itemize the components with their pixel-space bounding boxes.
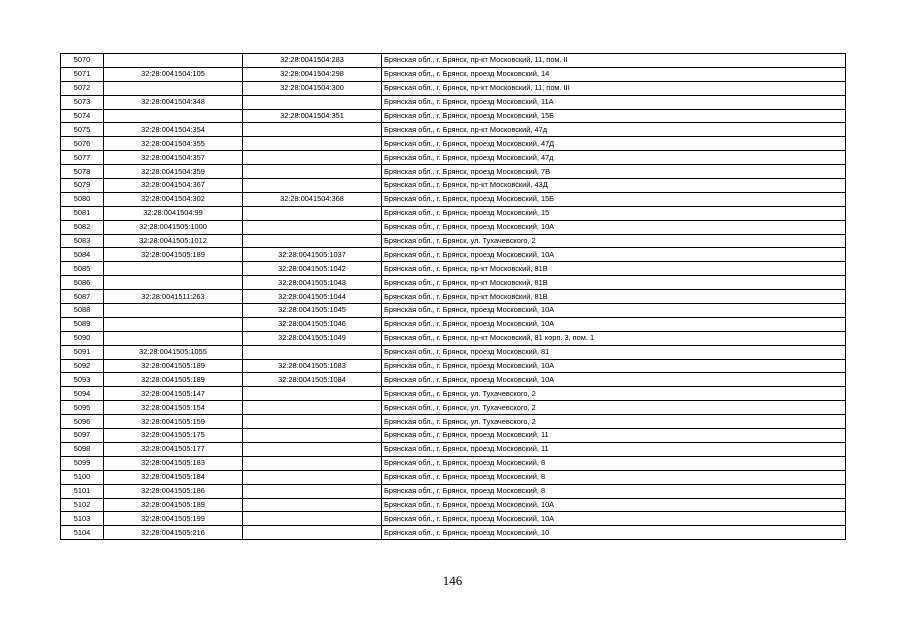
row-number-cell: 5091: [61, 345, 104, 359]
cadastral-number-cell: 32:28:0041504:99: [104, 206, 243, 220]
cadastral-number-cell: [104, 109, 243, 123]
cadastral-number-secondary-cell: [243, 123, 382, 137]
address-cell: Брянская обл., г. Брянск, проезд Московский, 10А: [382, 359, 846, 373]
cadastral-number-secondary-cell: [243, 470, 382, 484]
table-row: [61, 317, 846, 331]
cadastral-number-cell: 32:28:0041505:199: [104, 512, 243, 526]
address-cell: Брянская обл., г. Брянск, ул. Тухачевского, 2: [382, 415, 846, 429]
registry-table: [60, 53, 846, 540]
row-number-cell: 5084: [61, 248, 104, 262]
cadastral-number-secondary-cell: 32:28:0041504:283: [243, 54, 382, 68]
cadastral-number-cell: [104, 262, 243, 276]
cadastral-number-cell: 32:28:0041504:105: [104, 67, 243, 81]
cadastral-number-secondary-cell: [243, 220, 382, 234]
cadastral-number-cell: 32:28:0041504:357: [104, 151, 243, 165]
cadastral-number-secondary-cell: [243, 179, 382, 193]
row-number-cell: 5103: [61, 512, 104, 526]
row-number-cell: 5088: [61, 304, 104, 318]
address-cell: Брянская обл., г. Брянск, проезд Московский, 8: [382, 456, 846, 470]
table-row: [61, 304, 846, 318]
cadastral-number-secondary-cell: [243, 429, 382, 443]
cadastral-number-cell: [104, 304, 243, 318]
table-row: [61, 498, 846, 512]
cadastral-number-cell: [104, 331, 243, 345]
cadastral-number-cell: 32:28:0041504:355: [104, 137, 243, 151]
cadastral-number-cell: [104, 54, 243, 68]
cadastral-number-cell: 32:28:0041505:177: [104, 442, 243, 456]
row-number-cell: 5095: [61, 401, 104, 415]
table-row: [61, 95, 846, 109]
cadastral-number-secondary-cell: [243, 456, 382, 470]
cadastral-number-secondary-cell: [243, 206, 382, 220]
table-row: [61, 54, 846, 68]
cadastral-number-secondary-cell: [243, 137, 382, 151]
address-cell: Брянская обл., г. Брянск, проезд Московский, 15: [382, 206, 846, 220]
address-cell: Брянская обл., г. Брянск, проезд Московский, 11А: [382, 95, 846, 109]
row-number-cell: 5081: [61, 206, 104, 220]
table-row: [61, 137, 846, 151]
address-cell: Брянская обл., г. Брянск, проезд Московский, 81: [382, 345, 846, 359]
row-number-cell: 5089: [61, 317, 104, 331]
row-number-cell: 5104: [61, 526, 104, 540]
table-row: [61, 192, 846, 206]
address-cell: Брянская обл., г. Брянск, проезд Московский, 7В: [382, 165, 846, 179]
table-row: [61, 67, 846, 81]
cadastral-number-cell: 32:28:0041505:189: [104, 373, 243, 387]
row-number-cell: 5098: [61, 442, 104, 456]
row-number-cell: 5085: [61, 262, 104, 276]
cadastral-number-cell: 32:28:0041504:302: [104, 192, 243, 206]
cadastral-number-secondary-cell: 32:28:0041505:1046: [243, 317, 382, 331]
cadastral-number-secondary-cell: [243, 526, 382, 540]
address-cell: Брянская обл., г. Брянск, пр-кт Московский, 43Д: [382, 179, 846, 193]
row-number-cell: 5101: [61, 484, 104, 498]
address-cell: Брянская обл., г. Брянск, пр-кт Московский, 81В: [382, 262, 846, 276]
cadastral-number-secondary-cell: [243, 387, 382, 401]
row-number-cell: 5075: [61, 123, 104, 137]
address-cell: Брянская обл., г. Брянск, проезд Московский, 10А: [382, 498, 846, 512]
address-cell: Брянская обл., г. Брянск, проезд Московский, 10А: [382, 317, 846, 331]
table-row: [61, 81, 846, 95]
address-cell: Брянская обл., г. Брянск, проезд Московский, 47д: [382, 151, 846, 165]
table-row: [61, 345, 846, 359]
table-row: [61, 206, 846, 220]
row-number-cell: 5086: [61, 276, 104, 290]
row-number-cell: 5079: [61, 179, 104, 193]
cadastral-number-secondary-cell: [243, 401, 382, 415]
row-number-cell: 5083: [61, 234, 104, 248]
address-cell: Брянская обл., г. Брянск, проезд Московский, 11: [382, 442, 846, 456]
table-row: [61, 179, 846, 193]
row-number-cell: 5096: [61, 415, 104, 429]
row-number-cell: 5080: [61, 192, 104, 206]
cadastral-number-secondary-cell: 32:28:0041505:1045: [243, 304, 382, 318]
row-number-cell: 5072: [61, 81, 104, 95]
row-number-cell: 5097: [61, 429, 104, 443]
cadastral-number-secondary-cell: 32:28:0041504:351: [243, 109, 382, 123]
row-number-cell: 5082: [61, 220, 104, 234]
cadastral-number-secondary-cell: [243, 442, 382, 456]
table-row: [61, 442, 846, 456]
cadastral-number-cell: 32:28:0041504:348: [104, 95, 243, 109]
cadastral-number-cell: 32:28:0041505:183: [104, 456, 243, 470]
cadastral-number-cell: 32:28:0041505:175: [104, 429, 243, 443]
registry-table-body: [61, 54, 846, 540]
address-cell: Брянская обл., г. Брянск, проезд Московский, 15Б: [382, 192, 846, 206]
cadastral-number-secondary-cell: 32:28:0041505:1083: [243, 359, 382, 373]
table-row: [61, 359, 846, 373]
cadastral-number-secondary-cell: 32:28:0041505:1042: [243, 262, 382, 276]
cadastral-number-cell: 32:28:0041504:354: [104, 123, 243, 137]
address-cell: Брянская обл., г. Брянск, пр-кт Московский, 47д: [382, 123, 846, 137]
cadastral-number-cell: 32:28:0041505:1012: [104, 234, 243, 248]
address-cell: Брянская обл., г. Брянск, проезд Московский, 10А: [382, 373, 846, 387]
row-number-cell: 5100: [61, 470, 104, 484]
cadastral-number-secondary-cell: [243, 345, 382, 359]
cadastral-number-secondary-cell: [243, 498, 382, 512]
cadastral-number-cell: 32:28:0041504:359: [104, 165, 243, 179]
row-number-cell: 5099: [61, 456, 104, 470]
address-cell: Брянская обл., г. Брянск, проезд Московский, 8: [382, 484, 846, 498]
cadastral-number-secondary-cell: [243, 95, 382, 109]
table-row: [61, 429, 846, 443]
table-row: [61, 512, 846, 526]
cadastral-number-secondary-cell: 32:28:0041505:1049: [243, 331, 382, 345]
address-cell: Брянская обл., г. Брянск, проезд Московский, 10: [382, 526, 846, 540]
cadastral-number-cell: 32:28:0041505:147: [104, 387, 243, 401]
table-row: [61, 484, 846, 498]
cadastral-number-secondary-cell: [243, 151, 382, 165]
cadastral-number-secondary-cell: 32:28:0041505:1043: [243, 276, 382, 290]
cadastral-number-cell: 32:28:0041505:189: [104, 498, 243, 512]
table-row: [61, 276, 846, 290]
cadastral-number-secondary-cell: 32:28:0041505:1084: [243, 373, 382, 387]
table-row: [61, 220, 846, 234]
address-cell: Брянская обл., г. Брянск, проезд Московский, 47Д: [382, 137, 846, 151]
cadastral-number-cell: 32:28:0041505:189: [104, 248, 243, 262]
address-cell: Брянская обл., г. Брянск, ул. Тухачевского, 2: [382, 401, 846, 415]
cadastral-number-secondary-cell: 32:28:0041504:368: [243, 192, 382, 206]
cadastral-number-cell: [104, 317, 243, 331]
address-cell: Брянская обл., г. Брянск, проезд Московский, 10А: [382, 220, 846, 234]
address-cell: Брянская обл., г. Брянск, проезд Московский, 10А: [382, 304, 846, 318]
address-cell: Брянская обл., г. Брянск, проезд Московский, 15Б: [382, 109, 846, 123]
table-row: [61, 373, 846, 387]
row-number-cell: 5093: [61, 373, 104, 387]
table-row: [61, 331, 846, 345]
cadastral-number-secondary-cell: [243, 484, 382, 498]
address-cell: Брянская обл., г. Брянск, проезд Московский, 14: [382, 67, 846, 81]
page-number: 146: [442, 573, 463, 588]
cadastral-number-secondary-cell: 32:28:0041505:1044: [243, 290, 382, 304]
row-number-cell: 5073: [61, 95, 104, 109]
cadastral-number-cell: 32:28:0041505:184: [104, 470, 243, 484]
table-row: [61, 248, 846, 262]
address-cell: Брянская обл., г. Брянск, проезд Московский, 8: [382, 470, 846, 484]
cadastral-number-cell: 32:28:0041505:189: [104, 359, 243, 373]
row-number-cell: 5074: [61, 109, 104, 123]
cadastral-number-cell: 32:28:0041505:154: [104, 401, 243, 415]
address-cell: Брянская обл., г. Брянск, проезд Московский, 10А: [382, 512, 846, 526]
address-cell: Брянская обл., г. Брянск, проезд Московский, 10А: [382, 248, 846, 262]
table-row: [61, 290, 846, 304]
table-row: [61, 234, 846, 248]
cadastral-number-secondary-cell: [243, 165, 382, 179]
cadastral-number-secondary-cell: 32:28:0041505:1037: [243, 248, 382, 262]
table-row: [61, 470, 846, 484]
table-row: [61, 401, 846, 415]
table-row: [61, 456, 846, 470]
table-row: [61, 526, 846, 540]
row-number-cell: 5094: [61, 387, 104, 401]
address-cell: Брянская обл., г. Брянск, пр-кт Московский, 81В: [382, 290, 846, 304]
table-row: [61, 262, 846, 276]
address-cell: Брянская обл., г. Брянск, ул. Тухачевского, 2: [382, 234, 846, 248]
cadastral-number-cell: 32:28:0041511:263: [104, 290, 243, 304]
cadastral-number-cell: 32:28:0041504:367: [104, 179, 243, 193]
row-number-cell: 5076: [61, 137, 104, 151]
address-cell: Брянская обл., г. Брянск, пр-кт Московский, 11, пом. II: [382, 54, 846, 68]
cadastral-number-secondary-cell: [243, 415, 382, 429]
row-number-cell: 5092: [61, 359, 104, 373]
cadastral-number-cell: 32:28:0041505:186: [104, 484, 243, 498]
cadastral-number-secondary-cell: 32:28:0041504:300: [243, 81, 382, 95]
cadastral-number-cell: 32:28:0041505:159: [104, 415, 243, 429]
cadastral-number-cell: 32:28:0041505:1055: [104, 345, 243, 359]
address-cell: Брянская обл., г. Брянск, пр-кт Московский, 11, пом. III: [382, 81, 846, 95]
row-number-cell: 5070: [61, 54, 104, 68]
cadastral-number-cell: [104, 276, 243, 290]
cadastral-number-secondary-cell: 32:28:0041504:298: [243, 67, 382, 81]
row-number-cell: 5102: [61, 498, 104, 512]
table-row: [61, 151, 846, 165]
cadastral-number-cell: 32:28:0041505:216: [104, 526, 243, 540]
table-row: [61, 165, 846, 179]
cadastral-number-secondary-cell: [243, 234, 382, 248]
row-number-cell: 5087: [61, 290, 104, 304]
address-cell: Брянская обл., г. Брянск, пр-кт Московский, 81В: [382, 276, 846, 290]
cadastral-number-cell: 32:28:0041505:1000: [104, 220, 243, 234]
row-number-cell: 5090: [61, 331, 104, 345]
cadastral-number-secondary-cell: [243, 512, 382, 526]
row-number-cell: 5078: [61, 165, 104, 179]
address-cell: Брянская обл., г. Брянск, пр-кт Московский, 81 корп. 3, пом. 1: [382, 331, 846, 345]
table-row: [61, 415, 846, 429]
row-number-cell: 5077: [61, 151, 104, 165]
address-cell: Брянская обл., г. Брянск, ул. Тухачевского, 2: [382, 387, 846, 401]
cadastral-number-cell: [104, 81, 243, 95]
address-cell: Брянская обл., г. Брянск, проезд Московский, 11: [382, 429, 846, 443]
table-row: [61, 387, 846, 401]
table-row: [61, 123, 846, 137]
row-number-cell: 5071: [61, 67, 104, 81]
table-row: [61, 109, 846, 123]
